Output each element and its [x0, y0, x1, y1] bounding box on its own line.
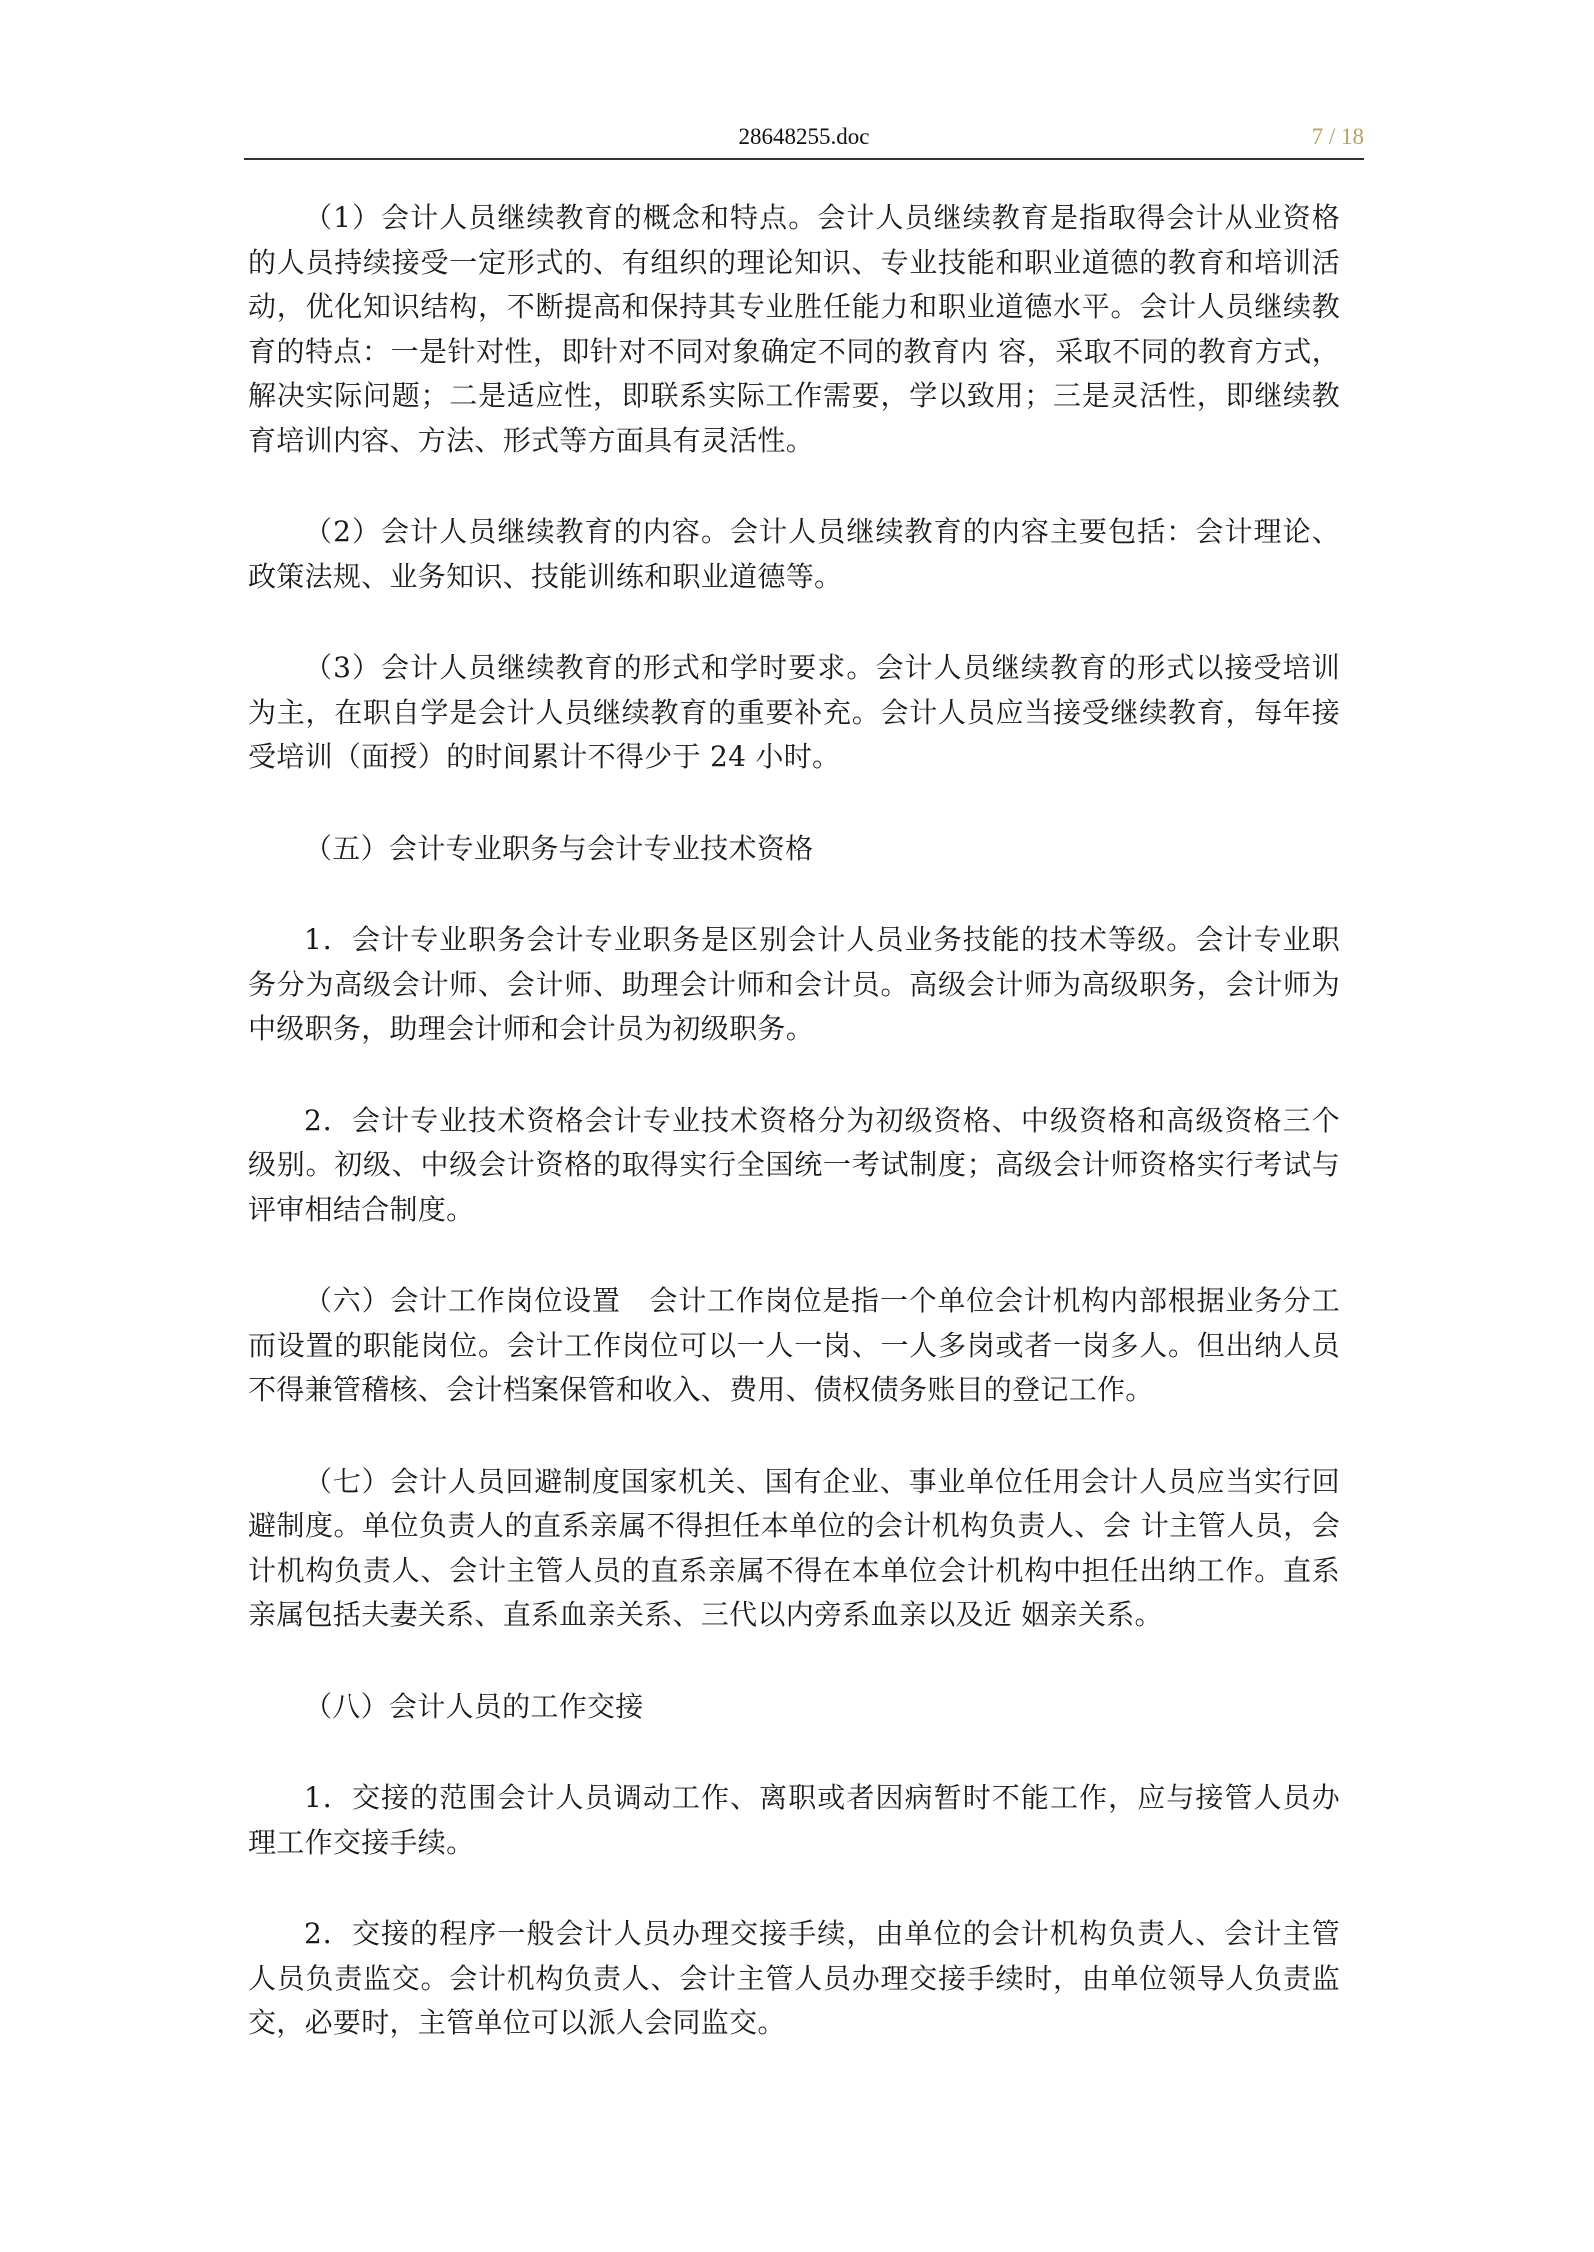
paragraph-job-positions: （六）会计工作岗位设置 会计工作岗位是指一个单位会计机构内部根据业务分工而设置的职能岗位。会计工作岗位可以一人一岗、一人多岗或者一岗多人。但出纳人员不得兼管稽核、会计档案保管和收入、费用、债权债务账目的登记工作。 [248, 1284, 1340, 1406]
paragraph-avoidance-system: （七）会计人员回避制度国家机关、国有企业、事业单位任用会计人员应当实行回避制度。单位负责人的直系亲属不得担任本单位的会计机构负责人、会 计主管人员，会计机构负责人、会计主管人员的直系亲属不得在本单位会计机构中担任出纳工作。直系亲属包括夫妻关系、直系血亲关系、三代以内旁系血亲以及近 姻亲关系。 [248, 1464, 1340, 1631]
paragraph-professional-position: 1．会计专业职务会计专业职务是区别会计人员业务技能的技术等级。会计专业职务分为高级会计师、会计师、助理会计师和会计员。高级会计师为高级职务，会计师为中级职务，助理会计师和会计员为初级职务。 [248, 923, 1340, 1045]
page-header [244, 120, 1364, 160]
document-body [248, 196, 1340, 2093]
paragraph-continuing-education-content: （2）会计人员继续教育的内容。会计人员继续教育的内容主要包括：会计理论、政策法规、业务知识、技能训练和职业道德等。 [248, 515, 1340, 593]
paragraph-technical-qualification: 2．会计专业技术资格会计专业技术资格分为初级资格、中级资格和高级资格三个级别。初级、中级会计资格的取得实行全国统一考试制度；高级会计师资格实行考试与评审相结合制度。 [248, 1103, 1340, 1226]
paragraph-handover-scope: 1．交接的范围会计人员调动工作、离职或者因病暂时不能工作，应与接管人员办理工作交接手续。 [248, 1781, 1340, 1859]
paragraph-handover-procedure: 2．交接的程序一般会计人员办理交接手续，由单位的会计机构负责人、会计主管人员负责监交。会计机构负责人、会计主管人员办理交接手续时，由单位领导人负责监交，必要时，主管单位可以派人会同监交。 [248, 1917, 1340, 2039]
document-filename: 28648255.doc [738, 124, 870, 149]
section-heading-professional-title: （五）会计专业职务与会计专业技术资格 [304, 831, 814, 865]
page-number: 7 / 18 [1311, 124, 1364, 149]
section-heading-work-handover: （八）会计人员的工作交接 [304, 1689, 644, 1723]
paragraph-continuing-education-form: （3）会计人员继续教育的形式和学时要求。会计人员继续教育的形式以接受培训为主，在职自学是会计人员继续教育的重要补充。会计人员应当接受继续教育，每年接受培训（面授）的时间累计不得少于 24 小时。 [248, 651, 1340, 773]
paragraph-continuing-education-concept: （1）会计人员继续教育的概念和特点。会计人员继续教育是指取得会计从业资格的人员持续接受一定形式的、有组织的理论知识、专业技能和职业道德的教育和培训活动，优化知识结构，不断提高和保持其专业胜任能力和职业道德水平。会计人员继续教育的特点：一是针对性，即针对不同对象确定不同的教育内 容，采取不同的教育方式，解决实际问题；二是适应性，即联系实际工作需要，学以致用；三是灵活性，即继续教育培训内容、方法、形式等方面具有灵活性。 [248, 201, 1340, 457]
